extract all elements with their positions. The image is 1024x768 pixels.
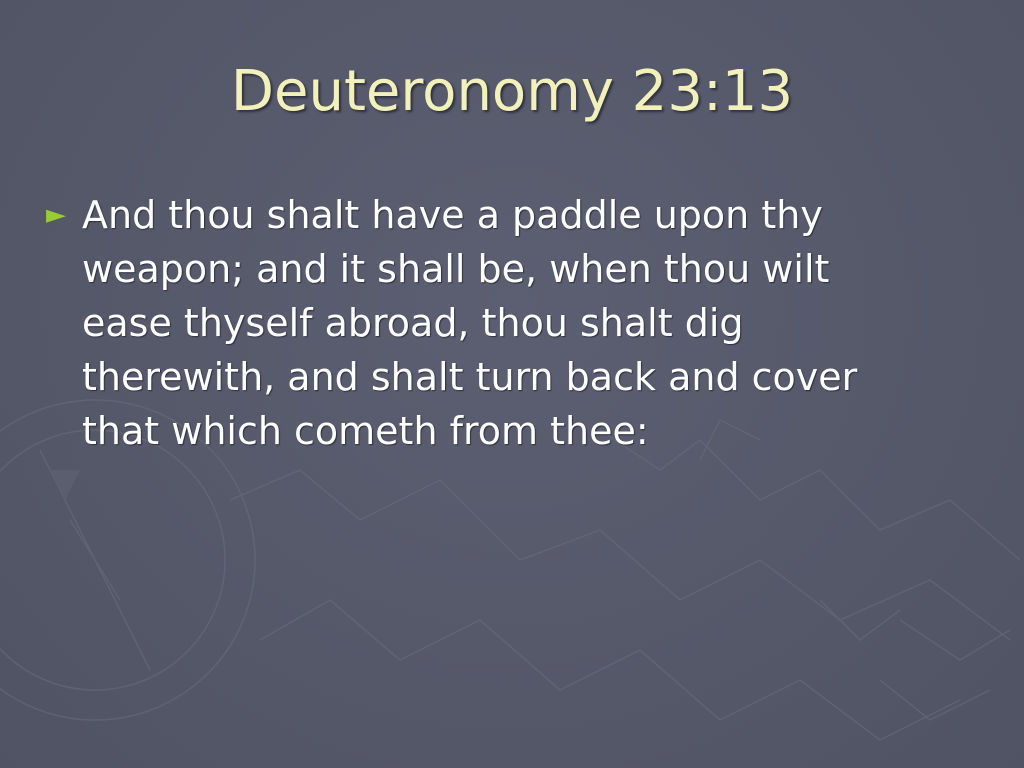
map-line-4 xyxy=(900,620,1010,660)
map-line-2 xyxy=(260,600,960,740)
compass-needle-head xyxy=(50,470,80,500)
map-line-6 xyxy=(820,600,900,640)
bullet-text: And thou shalt have a paddle upon thy weapon; and it shall be, when thou wilt ease thyself abroad, thou shalt dig therewith, and shalt turn back and cover that which cometh from thee: xyxy=(82,193,858,453)
bullet-list xyxy=(46,188,926,458)
bullet-arrow-icon: ► xyxy=(46,200,66,230)
slide-title: Deuteronomy 23:13 xyxy=(230,59,794,124)
bullet-item xyxy=(46,188,926,458)
compass-ring-inner xyxy=(0,430,225,690)
map-line-5 xyxy=(880,680,990,720)
